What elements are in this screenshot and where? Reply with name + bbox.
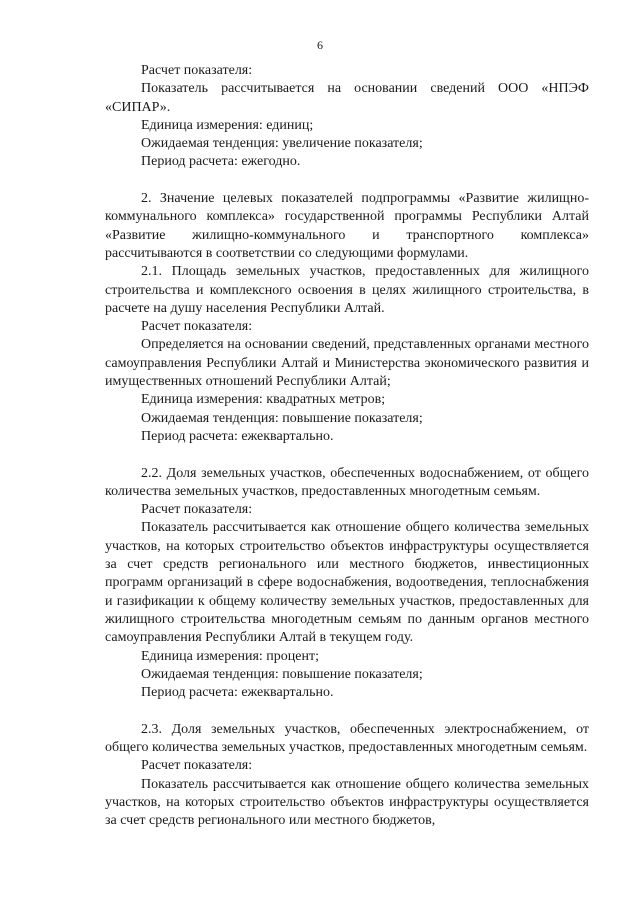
paragraph: Расчет показателя: xyxy=(141,319,253,335)
paragraph: Ожидаемая тенденция: увеличение показателя; xyxy=(141,136,423,152)
paragraph: 2.1. Площадь земельных участков, предоставленных для жилищного строительства и комплексного освоения в целях жилищного строительства, в расчете на душу населения Республики Алтай. xyxy=(105,264,589,316)
paragraph: Период расчета: ежеквартально. xyxy=(141,685,334,701)
paragraph: Расчет показателя: xyxy=(141,758,253,774)
paragraph: 2. Значение целевых показателей подпрограммы «Развитие жилищно-коммунального комплекса» государственной программы Республики Алтай «Развитие жилищно-коммунального и транспортного комплекса» рассчитываются в соответствии со следующими формулами. xyxy=(105,191,589,261)
paragraph: Единица измерения: процент; xyxy=(141,648,319,664)
paragraph: 2.3. Доля земельных участков, обеспеченных электроснабжением, от общего количества земельных участков, предоставленных многодетным семьям. xyxy=(105,721,589,755)
paragraph: Показатель рассчитывается как отношение общего количества земельных участков, на которых строительство объектов инфраструктуры осуществляется за счет средств регионального или местного бюджетов, инвестиционных программ организаций в сфере водоснабжения, водоотведения, теплоснабжения и газификации к общему количеству земельных участков, предоставленных для жилищного строительства многодетным семьям по данным органов местного самоуправления Республики Алтай в текущем году. xyxy=(105,520,589,646)
paragraph: 2.2. Доля земельных участков, обеспеченных водоснабжением, от общего количества земельных участков, предоставленных многодетным семьям. xyxy=(105,465,589,499)
page-number: 6 xyxy=(317,38,323,52)
paragraph: Период расчета: ежеквартально. xyxy=(141,428,334,444)
paragraph: Расчет показателя: xyxy=(141,502,253,518)
paragraph: Единица измерения: квадратных метров; xyxy=(141,392,386,408)
paragraph: Ожидаемая тенденция: повышение показателя; xyxy=(141,666,423,682)
paragraph: Единица измерения: единиц; xyxy=(141,117,314,133)
paragraph: Период расчета: ежегодно. xyxy=(141,154,301,170)
paragraph: Ожидаемая тенденция: повышение показателя; xyxy=(141,410,423,426)
paragraph: Расчет показателя: xyxy=(141,63,253,78)
document-body xyxy=(105,62,589,830)
paragraph: Показатель рассчитывается как отношение общего количества земельных участков, на которых строительство объектов инфраструктуры осуществляется за счет средств регионального или местного бюджетов, xyxy=(105,776,589,829)
paragraph: Определяется на основании сведений, представленных органами местного самоуправления Республики Алтай и Министерства экономического развития и имущественных отношений Республики Алтай; xyxy=(105,337,589,390)
paragraph: Показатель рассчитывается на основании сведений ООО «НПЭФ «СИПАР». xyxy=(105,81,589,115)
